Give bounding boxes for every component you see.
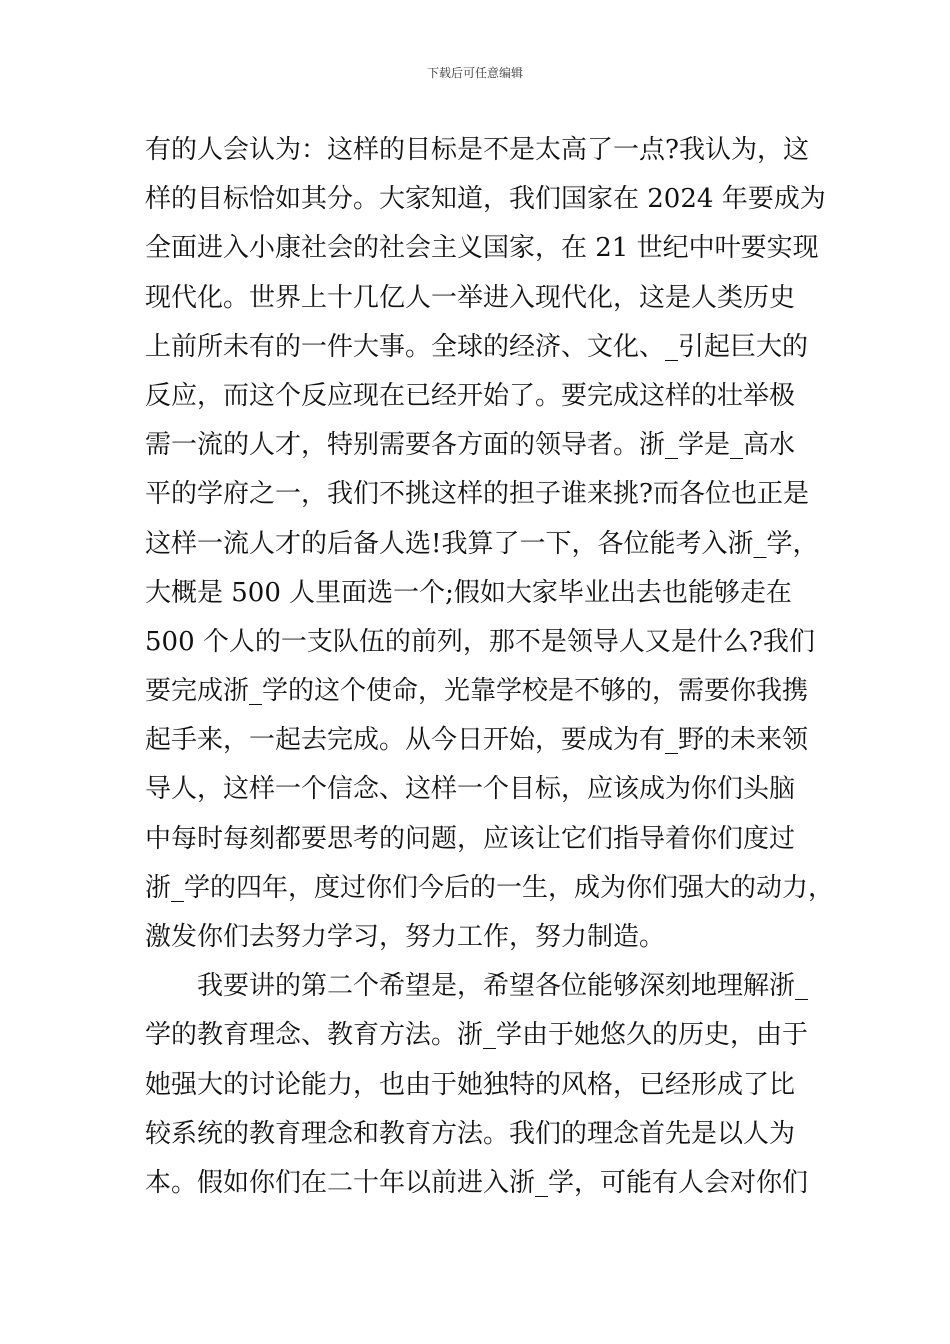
text-line: 500 个人的一支队伍的前列，那不是领导人又是什么?我们 <box>145 626 815 657</box>
text-line: 激发你们去努力学习，努力工作，努力制造。 <box>145 922 666 952</box>
text-line: 大概是 500 人里面选一个;假如大家毕业出去也能够走在 <box>145 577 792 608</box>
document-body <box>145 126 835 1208</box>
page-header: 下载后可任意编辑 <box>426 66 523 80</box>
text-line: 上前所未有的一件大事。全球的经济、文化、_引起巨大的 <box>145 331 809 362</box>
text-line: 她强大的讨论能力，也由于她独特的风格，已经形成了比 <box>145 1069 796 1100</box>
text-line: 平的学府之一，我们不挑这样的担子谁来挑?而各位也正是 <box>145 479 809 510</box>
text-line: 需一流的人才，特别需要各方面的领导者。浙_学是_高水 <box>145 430 796 461</box>
text-line: 浙_学的四年，度过你们今后的一生，成为你们强大的动力， <box>145 872 835 903</box>
text-line: 本。假如你们在二十年以前进入浙_学，可能有人会对你们 <box>145 1167 809 1198</box>
paragraph-start-line: 我要讲的第二个希望是，希望各位能够深刻地理解浙_ <box>197 971 809 1002</box>
text-line: 现代化。世界上十几亿人一举进入现代化，这是人类历史 <box>145 282 796 313</box>
text-line: 要完成浙_学的这个使命，光靠学校是不够的，需要你我携 <box>145 676 809 707</box>
text-line: 较系统的教育理念和教育方法。我们的理念首先是以人为 <box>145 1118 796 1149</box>
text-line: 导人，这样一个信念、这样一个目标，应该成为你们头脑 <box>145 774 796 805</box>
text-line: 有的人会认为：这样的目标是不是太高了一点?我认为，这 <box>145 135 809 165</box>
text-line: 起手来，一起去完成。从今日开始，要成为有_野的未来领 <box>145 725 809 756</box>
text-line: 这样一流人才的后备人选!我算了一下，各位能考入浙_学， <box>145 528 819 559</box>
text-line: 样的目标恰如其分。大家知道，我们国家在 2024 年要成为 <box>145 184 826 215</box>
text-line: 学的教育理念、教育方法。浙_学由于她悠久的历史，由于 <box>145 1020 809 1051</box>
text-line: 反应，而这个反应现在已经开始了。要完成这样的壮举极 <box>145 380 796 411</box>
text-line: 全面进入小康社会的社会主义国家，在 21 世纪中叶要实现 <box>145 233 819 264</box>
text-line: 中每时每刻都要思考的问题，应该让它们指导着你们度过 <box>145 823 796 854</box>
